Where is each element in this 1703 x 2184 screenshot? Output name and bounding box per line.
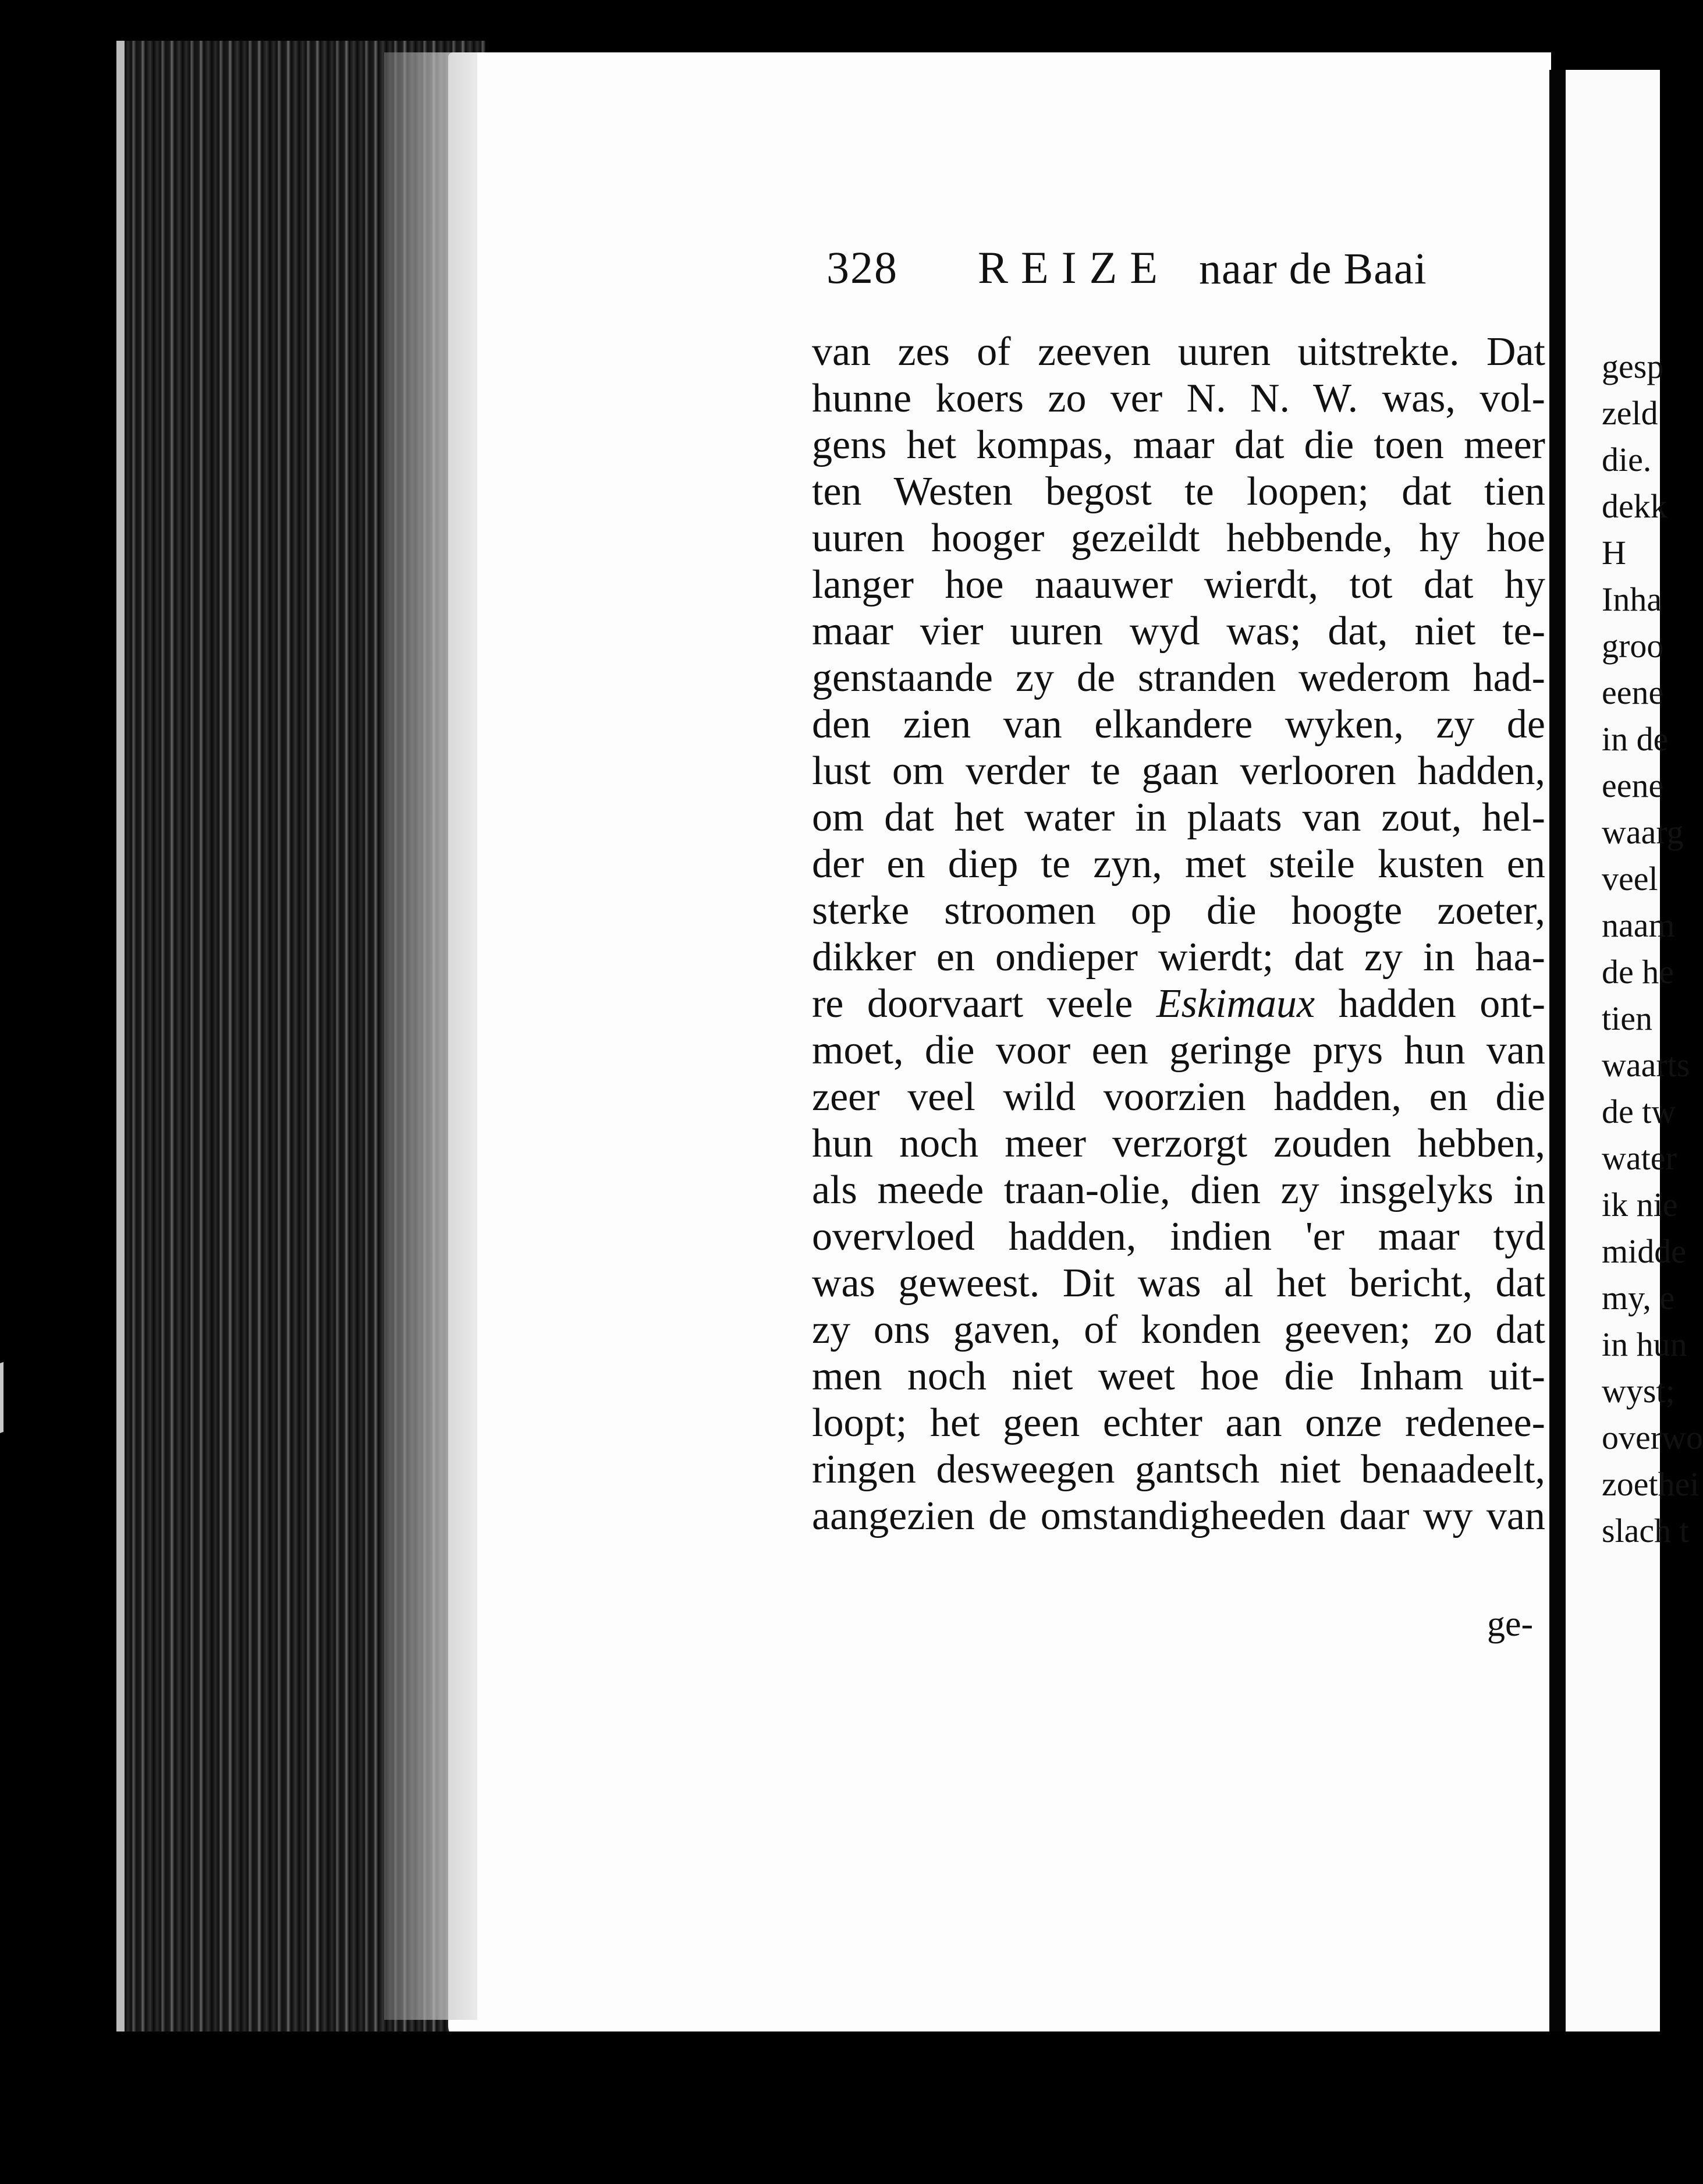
running-title: REIZE [978, 242, 1170, 293]
text-line: ten Westen begost te loopen; dat tien [812, 469, 1545, 514]
fragment-line: overwo [1602, 1419, 1703, 1456]
fragment-line: zeld [1602, 394, 1658, 432]
fragment-line: die. [1602, 441, 1652, 478]
text-line: zeer veel wild voorzien hadden, en die [812, 1075, 1545, 1119]
text-line: zy ons gaven, of konden geeven; zo dat [812, 1307, 1545, 1352]
running-subtitle: naar de Baai [1199, 244, 1427, 293]
fragment-line: H [1602, 534, 1626, 572]
fragment-line: eene [1602, 767, 1664, 804]
fragment-line: dekk [1602, 487, 1667, 525]
fragment-line: my, e [1602, 1279, 1675, 1317]
fragment-line: slach t [1602, 1512, 1689, 1550]
text-line: sterke stroomen op die hoogte zoeter, [812, 888, 1545, 933]
fragment-line: de tw [1602, 1093, 1676, 1130]
fragment-line: wyst; [1602, 1372, 1675, 1410]
text-line: als meede traan-olie, dien zy insgelyks in [812, 1168, 1545, 1212]
fragment-line: ik nie [1602, 1186, 1678, 1224]
fragment-line: gesp [1602, 348, 1664, 385]
fragment-line: eene [1602, 673, 1664, 711]
text-line: loopt; het geen echter aan onze redenee- [812, 1401, 1545, 1445]
fragment-line: waarts [1602, 1046, 1690, 1084]
page-number: 328 [826, 242, 898, 293]
text-line: der en diep te zyn, met steile kusten en [812, 842, 1545, 887]
text-line: lust om verder te gaan verlooren hadden, [812, 749, 1545, 793]
fragment-line: naam [1602, 906, 1675, 944]
text-segment: hadden ont- [1338, 981, 1546, 1026]
fragment-line: in hun [1602, 1325, 1687, 1363]
text-line: langer hoe naauwer wierdt, tot dat hy [812, 562, 1545, 607]
text-line: moet, die voor een geringe prys hun van [812, 1028, 1545, 1073]
text-line: genstaande zy de stranden wederom had- [812, 655, 1545, 700]
bookmark-ribbon [0, 1349, 38, 1433]
italic-word: Eskimaux [1156, 981, 1315, 1026]
text-line: om dat het water in plaats van zout, hel- [812, 795, 1545, 840]
fragment-line: groo [1602, 627, 1664, 665]
fragment-line: tien [1602, 999, 1652, 1037]
text-line: men noch niet weet hoe die Inham uit- [812, 1354, 1545, 1399]
fragment-line: in de [1602, 720, 1669, 758]
text-line: aangezien de omstandigheeden daar wy van [812, 1494, 1545, 1538]
text-line: hunne koers zo ver N. N. W. was, vol- [812, 376, 1545, 421]
text-line: hun noch meer verzorgt zouden hebben, [812, 1121, 1545, 1166]
text-line: den zien van elkandere wyken, zy de [812, 702, 1545, 747]
catchword: ge- [1487, 1604, 1534, 1644]
right-page-text-fragments [1602, 343, 1703, 1554]
text-line: ringen desweegen gantsch niet benaadeelt, [812, 1447, 1545, 1492]
text-segment: re doorvaart veele [812, 981, 1133, 1026]
body-text [812, 329, 1545, 1540]
text-line: gens het kompas, maar dat die toen meer [812, 423, 1545, 467]
text-line: van zes of zeeven uuren uitstrekte. Dat [812, 329, 1545, 374]
text-line: maar vier uuren wyd was; dat, niet te- [812, 609, 1545, 654]
fragment-line: zoethei [1602, 1465, 1700, 1503]
text-line: overvloed hadden, indien 'er maar tyd [812, 1214, 1545, 1259]
fragment-line: de he [1602, 953, 1674, 991]
scan-background-bottom [128, 2031, 1660, 2184]
fragment-line: veel [1602, 860, 1658, 898]
text-line: uuren hooger gezeildt hebbende, hy hoe [812, 516, 1545, 561]
fragment-line: midde [1602, 1232, 1686, 1270]
running-head [826, 242, 1443, 306]
text-line: dikker en ondieper wierdt; dat zy in haa- [812, 935, 1545, 980]
page-edge-shadow [384, 52, 477, 2020]
fragment-line: waarg [1602, 813, 1684, 851]
text-line-italic-mix [812, 981, 1545, 1027]
fragment-line: Inha [1602, 580, 1662, 618]
book-gutter [1549, 70, 1566, 2049]
fragment-line: water [1602, 1139, 1677, 1177]
text-line: was geweest. Dit was al het bericht, dat [812, 1261, 1545, 1306]
